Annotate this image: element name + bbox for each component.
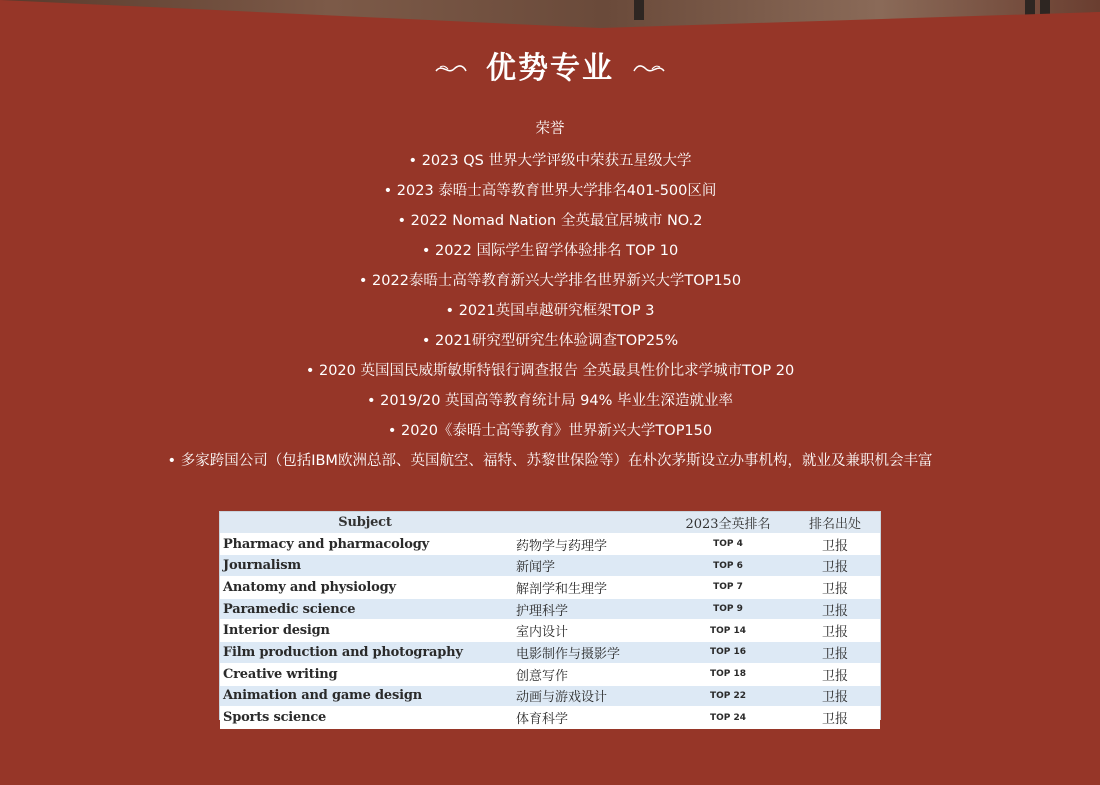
header-source: 排名出处 bbox=[790, 512, 880, 533]
rank-cell: TOP 14 bbox=[666, 620, 790, 642]
source-cell: 卫报 bbox=[790, 533, 880, 555]
rank-cell: TOP 6 bbox=[666, 555, 790, 577]
table-row bbox=[220, 707, 880, 729]
rank-cell: TOP 4 bbox=[666, 533, 790, 555]
chinese-name-cell: 解剖学和生理学 bbox=[510, 577, 666, 599]
rank-cell: TOP 22 bbox=[666, 685, 790, 707]
honor-item: • 2022 Nomad Nation 全英最宜居城市 NO.2 bbox=[397, 213, 703, 229]
chinese-name-cell: 室内设计 bbox=[510, 620, 666, 642]
chinese-name-cell: 体育科学 bbox=[510, 707, 666, 729]
honors-heading: 荣誉 bbox=[535, 121, 565, 137]
table-row bbox=[220, 533, 880, 555]
section-title: 优势专业 bbox=[486, 51, 614, 86]
honor-item: • 2019/20 英国高等教育统计局 94% 毕业生深造就业率 bbox=[367, 393, 733, 409]
honor-item: • 2022 国际学生留学体验排名 TOP 10 bbox=[421, 243, 679, 259]
honor-item: • 2023 泰晤士高等教育世界大学排名401-500区间 bbox=[383, 183, 717, 199]
honors-list bbox=[0, 116, 1100, 476]
rank-cell: TOP 24 bbox=[666, 707, 790, 729]
table-body bbox=[220, 533, 880, 728]
chinese-name-cell: 电影制作与摄影学 bbox=[510, 642, 666, 664]
source-cell: 卫报 bbox=[790, 577, 880, 599]
section-title-row bbox=[0, 47, 1100, 91]
source-cell: 卫报 bbox=[790, 663, 880, 685]
chinese-name-cell: 药物学与药理学 bbox=[510, 533, 666, 555]
subject-cell: Sports science bbox=[220, 707, 510, 729]
table-header-row bbox=[220, 512, 880, 533]
rankings-table bbox=[220, 512, 880, 729]
subject-cell: Pharmacy and pharmacology bbox=[220, 533, 510, 555]
subject-cell: Paramedic science bbox=[220, 598, 510, 620]
subject-cell: Anatomy and physiology bbox=[220, 577, 510, 599]
subject-cell: Creative writing bbox=[220, 663, 510, 685]
subject-cell: Interior design bbox=[220, 620, 510, 642]
rank-cell: TOP 18 bbox=[666, 663, 790, 685]
source-cell: 卫报 bbox=[790, 620, 880, 642]
table-row bbox=[220, 620, 880, 642]
chinese-name-cell: 创意写作 bbox=[510, 663, 666, 685]
source-cell: 卫报 bbox=[790, 555, 880, 577]
honor-item: • 多家跨国公司（包括IBM欧洲总部、英国航空、福特、苏黎世保险等）在朴次茅斯设立办事机构，就业及兼职机会丰富 bbox=[167, 453, 933, 469]
table-row bbox=[220, 663, 880, 685]
left-flourish-icon bbox=[434, 61, 468, 77]
rank-cell: TOP 7 bbox=[666, 577, 790, 599]
rank-cell: TOP 9 bbox=[666, 598, 790, 620]
right-flourish-icon bbox=[632, 61, 666, 77]
table-row bbox=[220, 555, 880, 577]
subject-cell: Animation and game design bbox=[220, 685, 510, 707]
honor-item: • 2021研究型研究生体验调查TOP25% bbox=[421, 333, 679, 349]
rank-cell: TOP 16 bbox=[666, 642, 790, 664]
source-cell: 卫报 bbox=[790, 642, 880, 664]
honor-item: • 2023 QS 世界大学评级中荣获五星级大学 bbox=[408, 153, 692, 169]
honor-item: • 2022泰晤士高等教育新兴大学排名世界新兴大学TOP150 bbox=[358, 273, 742, 289]
source-cell: 卫报 bbox=[790, 707, 880, 729]
subject-cell: Journalism bbox=[220, 555, 510, 577]
diagonal-divider bbox=[0, 0, 1100, 52]
header-subject: Subject bbox=[220, 512, 510, 533]
chinese-name-cell: 新闻学 bbox=[510, 555, 666, 577]
table-row bbox=[220, 577, 880, 599]
honor-item: • 2020《泰晤士高等教育》世界新兴大学TOP150 bbox=[387, 423, 713, 439]
honor-item: • 2020 英国国民威斯敏斯特银行调查报告 全英最具性价比求学城市TOP 20 bbox=[305, 363, 795, 379]
honor-item: • 2021英国卓越研究框架TOP 3 bbox=[445, 303, 655, 319]
table-row bbox=[220, 598, 880, 620]
rankings-table-container bbox=[219, 511, 881, 728]
header-chinese-name bbox=[510, 512, 666, 533]
header-rank: 2023全英排名 bbox=[666, 512, 790, 533]
subject-cell: Film production and photography bbox=[220, 642, 510, 664]
table-row bbox=[220, 642, 880, 664]
chinese-name-cell: 护理科学 bbox=[510, 598, 666, 620]
chinese-name-cell: 动画与游戏设计 bbox=[510, 685, 666, 707]
source-cell: 卫报 bbox=[790, 685, 880, 707]
table-row bbox=[220, 685, 880, 707]
source-cell: 卫报 bbox=[790, 598, 880, 620]
